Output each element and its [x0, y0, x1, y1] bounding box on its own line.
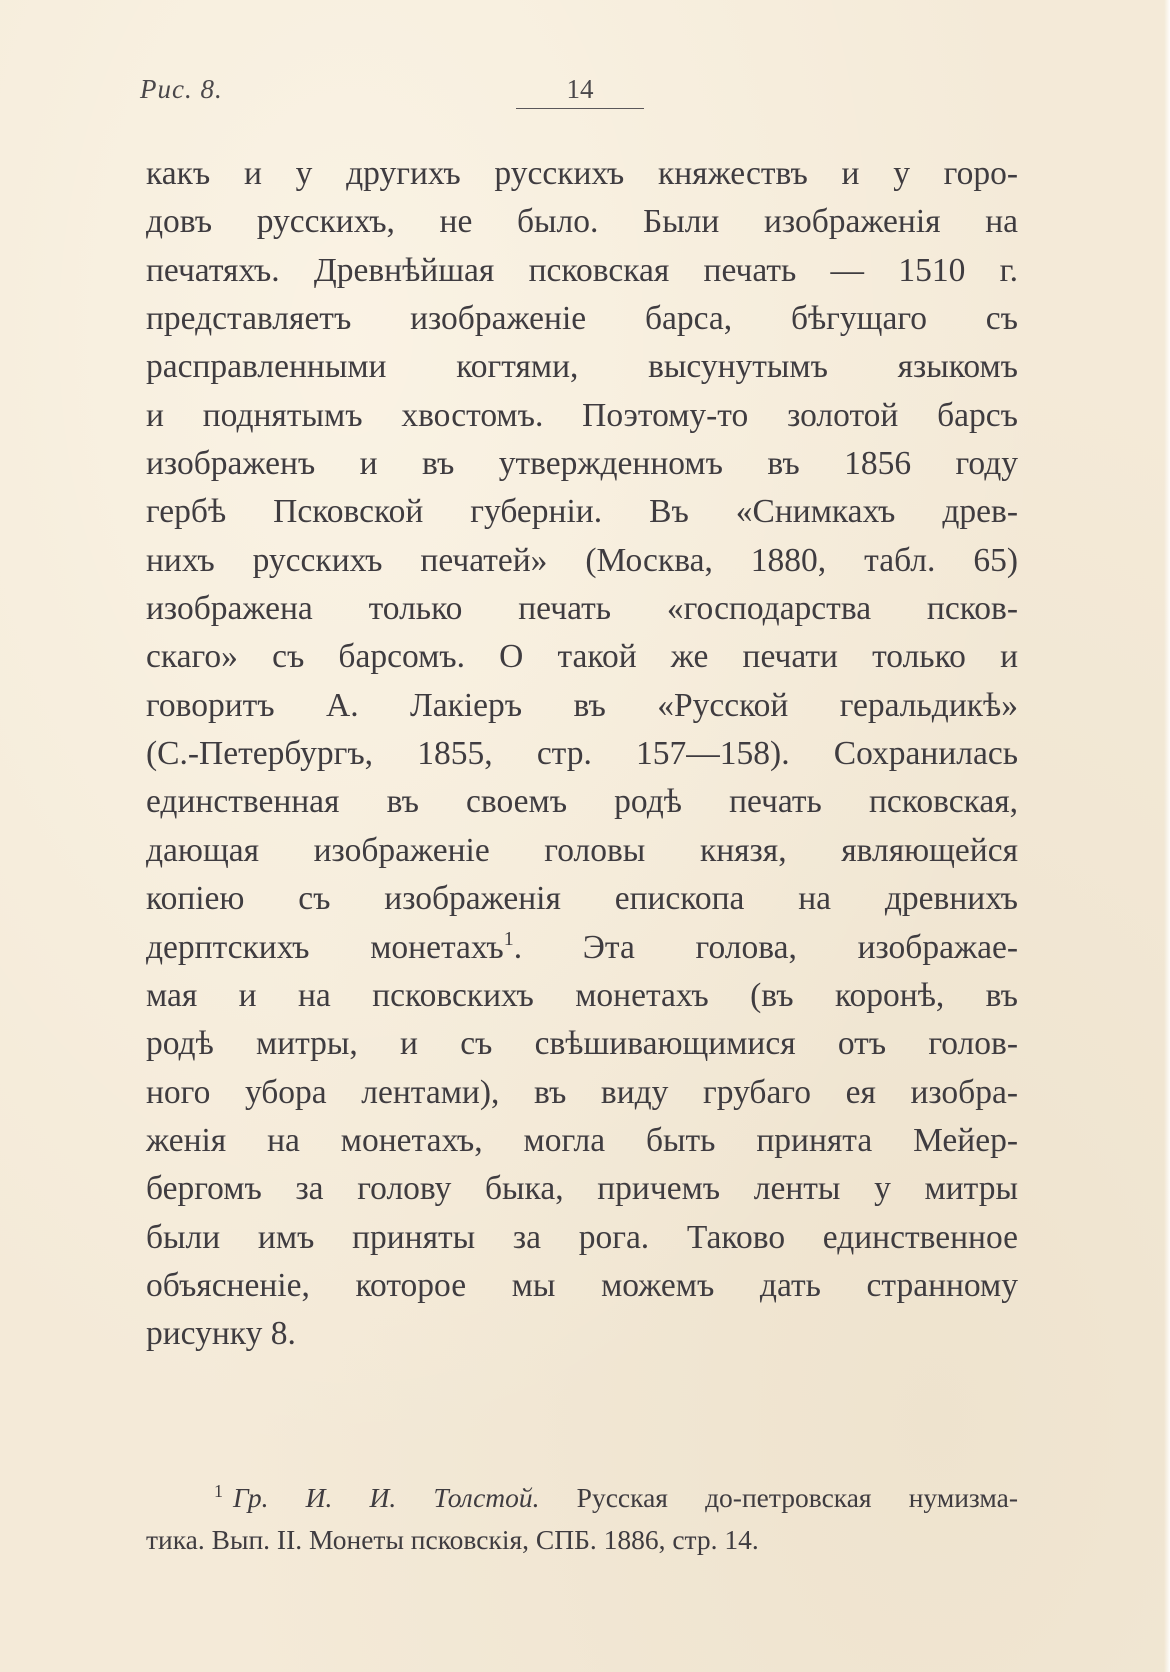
- text-line: расправленными когтями, высунутымъ языкомъ: [146, 348, 1018, 386]
- footnote-line: [146, 1477, 1018, 1519]
- page-edge: [1164, 0, 1170, 1672]
- text-line: гербѣ Псковской губерніи. Въ «Снимкахъ древ-: [146, 493, 1018, 531]
- footnote-marker: 1: [214, 1481, 223, 1501]
- page-number: 14: [566, 74, 594, 104]
- footnote: [146, 1477, 1018, 1561]
- text-line: мая и на псковскихъ монетахъ (въ коронѣ, въ: [146, 976, 1018, 1014]
- text-line: ного убора лентами), въ виду грубаго ея изобра-: [146, 1073, 1018, 1111]
- figure-reference: Рис. 8.: [140, 74, 223, 104]
- text-line: изображена только печать «господарства псков-: [146, 590, 1018, 628]
- text-line: (С.-Петербургъ, 1855, стр. 157—158). Сохранилась: [146, 735, 1018, 773]
- page-number-rule: [516, 108, 644, 109]
- text-line: скаго» съ барсомъ. О такой же печати только и: [146, 638, 1018, 676]
- footnote-line: тика. Вып. II. Монеты псковскія, СПБ. 1886, стр. 14.: [146, 1524, 759, 1555]
- footnote-author: Гр. И. И. Толстой.: [233, 1482, 540, 1513]
- text-line: копіею съ изображенія епископа на древнихъ: [146, 880, 1018, 918]
- text-line: и поднятымъ хвостомъ. Поэтому-то золотой барсъ: [146, 396, 1018, 434]
- text-line: дающая изображеніе головы князя, являющейся: [146, 831, 1018, 869]
- text-line: женія на монетахъ, могла быть принята Мейер-: [146, 1121, 1018, 1159]
- text-line: рисунку 8.: [146, 1315, 296, 1353]
- text-line: единственная въ своемъ родѣ печать псковская,: [146, 783, 1018, 821]
- text-line: родѣ митры, и съ свѣшивающимися отъ голов-: [146, 1025, 1018, 1063]
- text-line: какъ и у другихъ русскихъ княжествъ и у горо-: [146, 155, 1018, 192]
- text-line: нихъ русскихъ печатей» (Москва, 1880, табл. 65): [146, 541, 1018, 579]
- body-text: [146, 150, 1018, 1359]
- text-line: бергомъ за голову быка, причемъ ленты у митры: [146, 1170, 1018, 1208]
- text-line: довъ русскихъ, не было. Были изображенія на: [146, 203, 1018, 241]
- text-line-part: дерптскихъ монетахъ: [146, 928, 504, 966]
- text-line: были имъ приняты за рога. Таково единственное: [146, 1218, 1018, 1256]
- footnote-text: Русская до-петровская нумизма-: [539, 1482, 1018, 1513]
- text-line-part: . Эта голова, изображае-: [513, 928, 1018, 966]
- text-line: изображенъ и въ утвержденномъ въ 1856 году: [146, 445, 1018, 483]
- footnote-reference[interactable]: 1: [503, 927, 514, 950]
- text-line: печатяхъ. Древнѣйшая псковская печать — 1510 г.: [146, 251, 1018, 289]
- text-line: представляетъ изображеніе барса, бѣгущаго съ: [146, 300, 1018, 338]
- text-line: говоритъ А. Лакіеръ въ «Русской геральдикѣ»: [146, 686, 1018, 724]
- text-line-with-footnote: [146, 924, 1018, 972]
- text-line: объясненіе, которое мы можемъ дать странному: [146, 1266, 1018, 1304]
